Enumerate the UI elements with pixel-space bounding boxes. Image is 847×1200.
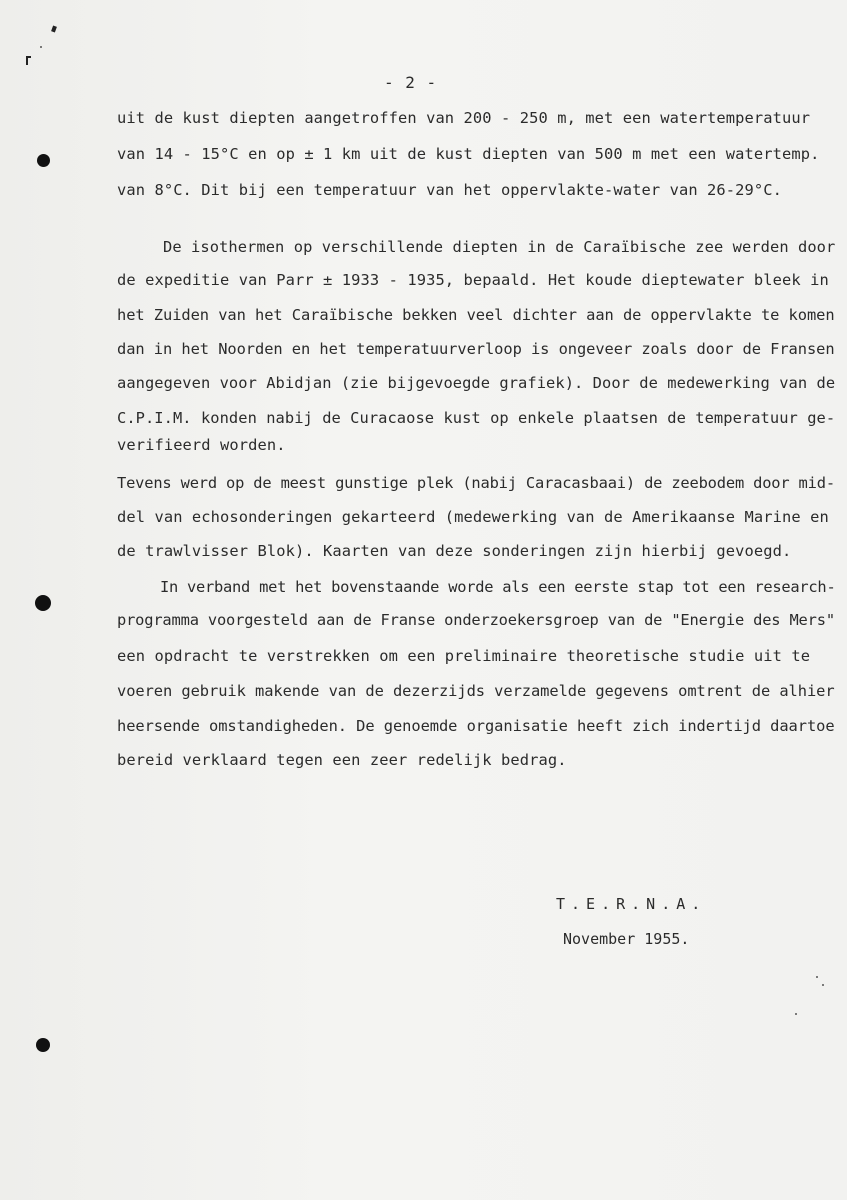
signature-org: T.E.R.N.A. [556,895,707,913]
text-line: uit de kust diepten aangetroffen van 200 - 250 m, met een watertemperatuur [117,109,811,127]
text-line: programma voorgesteld aan de Franse onderzoekersgroep van de "Energie des Mers" [117,611,835,629]
text-line: voeren gebruik makende van de dezerzijds verzamelde gegevens omtrent de alhier [117,682,835,700]
text-line: het Zuiden van het Caraïbische bekken veel dichter aan de oppervlakte te komen [117,306,835,324]
text-line: de expeditie van Parr ± 1933 - 1935, bepaald. Het koude dieptewater bleek in [117,271,829,289]
text-line: van 14 - 15°C en op ± 1 km uit de kust diepten van 500 m met een watertemp. [117,145,820,163]
text-line: De isothermen op verschillende diepten in de Caraïbische zee werden door [163,238,836,256]
punch-hole-top [37,154,50,167]
punch-hole-bottom [36,1038,50,1052]
text-line: C.P.I.M. konden nabij de Curacaose kust op enkele plaatsen de temperatuur ge- [117,409,836,427]
text-line: heersende omstandigheden. De genoemde organisatie heeft zich indertijd daartoe [117,717,835,735]
scan-speck [40,46,42,48]
scan-speck [816,976,818,978]
text-line: van 8°C. Dit bij een temperatuur van het oppervlakte-water van 26-29°C. [117,181,782,199]
text-line: bereid verklaard tegen een zeer redelijk bedrag. [117,751,567,769]
text-line: verifieerd worden. [117,436,286,454]
text-line: dan in het Noorden en het temperatuurverloop is ongeveer zoals door de Fransen [117,340,835,358]
scan-speck [822,984,824,986]
text-line: aangegeven voor Abidjan (zie bijgevoegde grafiek). Door de medewerking van de [117,374,836,392]
text-line: Tevens werd op de meest gunstige plek (nabij Caracasbaai) de zeebodem door mid- [117,474,835,492]
page-number: - 2 - [384,73,438,92]
corner-mark [26,56,31,58]
text-line: del van echosonderingen gekarteerd (medewerking van de Amerikaanse Marine en [117,508,829,526]
punch-hole-middle [35,595,51,611]
text-line: In verband met het bovenstaande worde als een eerste stap tot een research- [160,578,836,596]
corner-mark [51,25,57,32]
signature-date: November 1955. [563,930,690,948]
scan-speck [795,1013,797,1015]
text-line: de trawlvisser Blok). Kaarten van deze sonderingen zijn hierbij gevoegd. [117,542,792,560]
text-line: een opdracht te verstrekken om een preliminaire theoretische studie uit te [117,647,811,665]
